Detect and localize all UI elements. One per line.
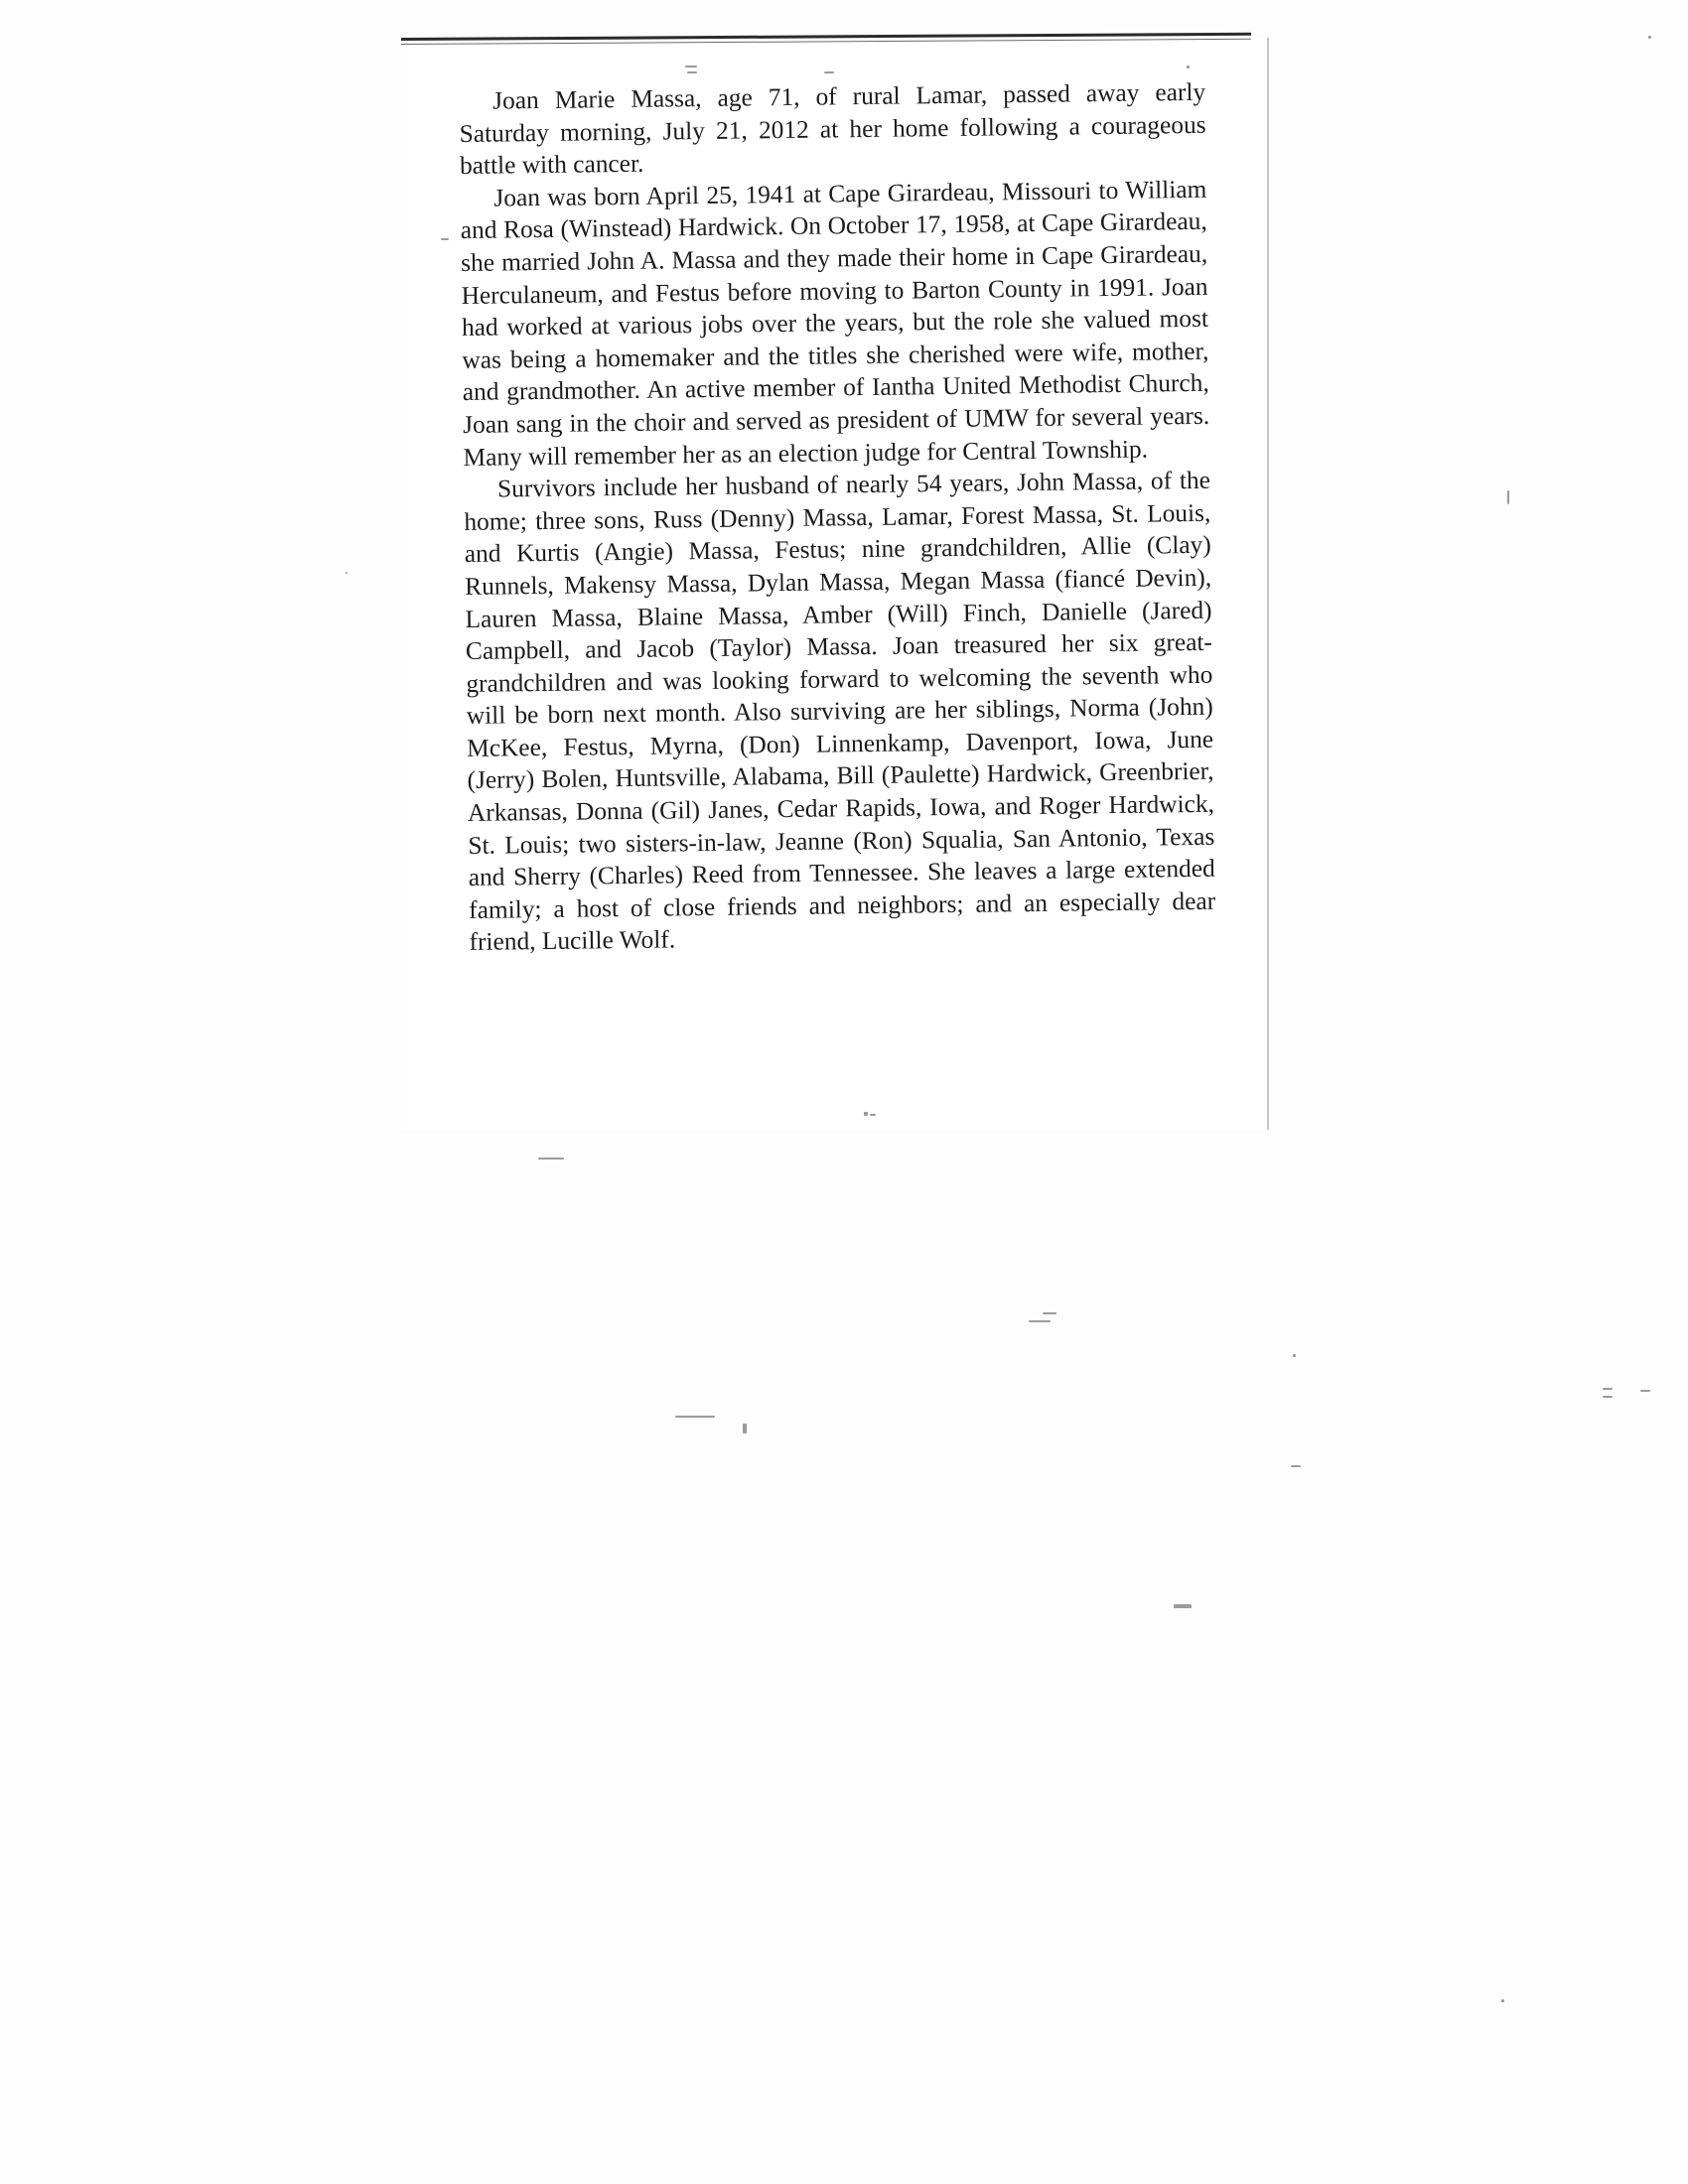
paragraph-survivors: Survivors include her husband of nearly 54 years, John Massa, of the home; three sons, Russ (Denny) Massa, Lamar, Forest Massa, St. Louis, and Kurtis (Angie) Massa, Festus; nine grandchildren, Allie (Clay) Runnels, Makensy Massa, Dylan Massa, Megan Massa (fiancé Devin), Lauren Massa, Blaine Massa, Amber (Will) Finch, Danielle (Jared) Campbell, and Jacob (Taylor) Massa. Joan treasured her six great-grandchildren and was looking forward to welcoming the seventh who will be born next month. Also surviving are her siblings, Norma (John) McKee, Festus, Myrna, (Don) Linnenkamp, Davenport, Iowa, June (Jerry) Bolen, Huntsville, Alabama, Bill (Paulette) Hardwick, Greenbrier, Arkansas, Donna (Gil) Janes, Cedar Rapids, Iowa, and Roger Hardwick, St. Louis; two sisters-in-law, Jeanne (Ron) Squalia, San Antonio, Texas and Sherry (Charles) Reed from Tennessee. She leaves a large extended family; a host of close friends and neighbors; and an especially dear friend, Lucille Wolf. xyxy=(464,466,1216,957)
scan-speck xyxy=(346,572,348,574)
scan-speck xyxy=(1293,1354,1296,1357)
scan-speck xyxy=(1043,1312,1056,1314)
scan-speck xyxy=(441,238,449,240)
scan-speck xyxy=(1603,1388,1613,1390)
scan-speck xyxy=(1291,1465,1301,1467)
scan-speck xyxy=(1507,490,1509,504)
scan-speck xyxy=(685,66,697,68)
obituary-article xyxy=(459,76,1216,959)
scan-speck xyxy=(1174,1604,1192,1608)
scan-speck xyxy=(1187,66,1190,68)
newspaper-clipping xyxy=(401,38,1269,1130)
paragraph-biography: Joan was born April 25, 1941 at Cape Girardeau, Missouri to William and Rosa (Winstead) Hardwick. On October 17, 1958, at Cape Girardeau, she married John A. Massa and they made their home in Cape Girardeau, Herculaneum, and Festus before moving to Barton County in 1991. Joan had worked at various jobs over the years, but the role she valued most was being a homemaker and the titles she cherished were wife, mother, and grandmother. An active member of Iantha United Methodist Church, Joan sang in the choir and served as president of UMW for several years. Many will remember her as an election judge for Central Township. xyxy=(460,175,1210,472)
scan-speck xyxy=(1501,1999,1504,2002)
scan-speck xyxy=(675,1416,715,1418)
scan-speck xyxy=(1603,1396,1613,1398)
scan-speck xyxy=(1640,1390,1650,1392)
scan-speck xyxy=(687,71,697,73)
scan-speck xyxy=(743,1424,747,1433)
scan-speck xyxy=(864,1112,868,1116)
scan-speck xyxy=(824,71,834,73)
scan-speck xyxy=(1648,36,1651,39)
scan-speck xyxy=(870,1114,876,1116)
scan-speck xyxy=(538,1158,564,1160)
paragraph-intro: Joan Marie Massa, age 71, of rural Lamar, passed away early Saturday morning, July 21, 2012 at her home following a courageous battle with cancer. xyxy=(459,77,1206,181)
scan-speck xyxy=(1029,1320,1051,1322)
